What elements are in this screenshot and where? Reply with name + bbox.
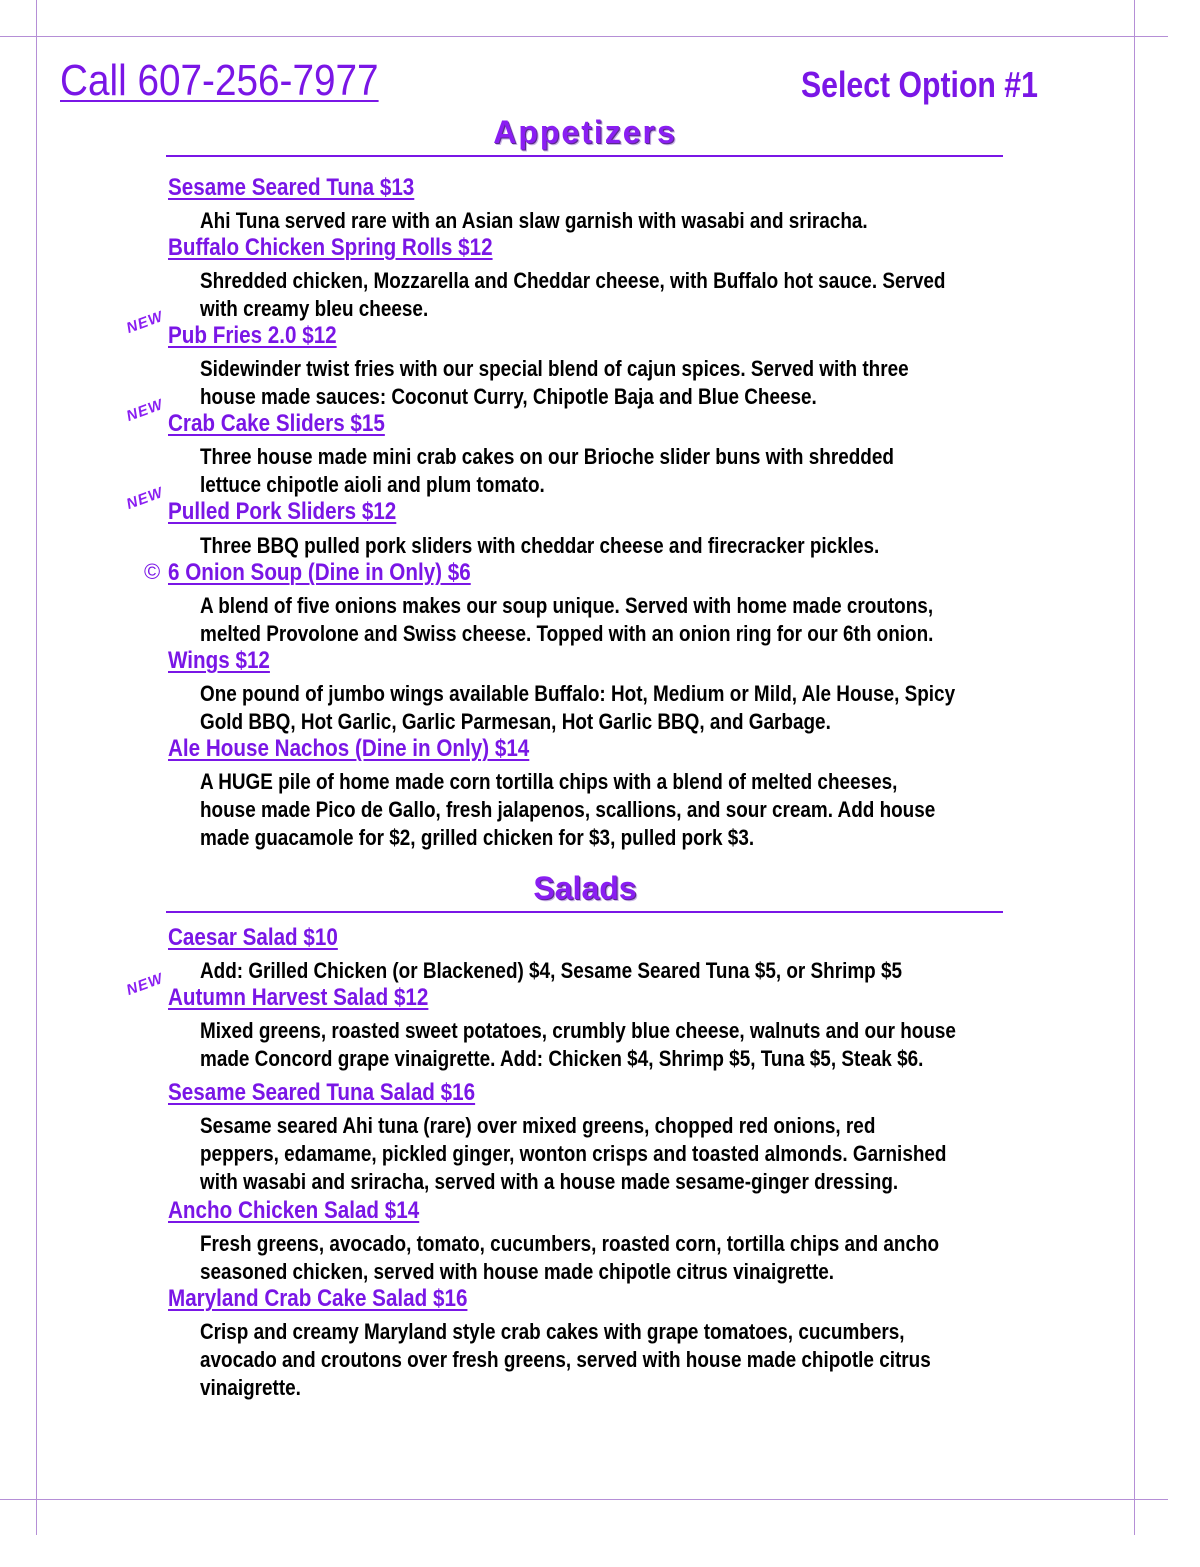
- item-title-crab-cake-sliders[interactable]: Crab Cake Sliders $15: [168, 410, 385, 437]
- item-desc: Fresh greens, avocado, tomato, cucumbers, roasted corn, tortilla chips and ancho: [200, 1231, 940, 1256]
- item-desc: lettuce chipotle aioli and plum tomato.: [200, 472, 545, 497]
- item-desc: with wasabi and sriracha, served with a house made sesame-ginger dressing.: [200, 1169, 899, 1194]
- item-desc: vinaigrette.: [200, 1375, 301, 1400]
- appetizers-rule: [166, 155, 1003, 157]
- item-title-sesame-seared-tuna-salad[interactable]: Sesame Seared Tuna Salad $16: [168, 1079, 476, 1106]
- item-desc: Add: Grilled Chicken (or Blackened) $4, Sesame Seared Tuna $5, or Shrimp $5: [200, 958, 903, 983]
- item-desc: A HUGE pile of home made corn tortilla chips with a blend of melted cheeses,: [200, 769, 898, 794]
- item-desc: house made Pico de Gallo, fresh jalapenos, scallions, and sour cream. Add house: [200, 797, 936, 822]
- item-desc: Sesame seared Ahi tuna (rare) over mixed greens, chopped red onions, red: [200, 1113, 876, 1138]
- item-desc: Gold BBQ, Hot Garlic, Garlic Parmesan, Hot Garlic BBQ, and Garbage.: [200, 709, 831, 734]
- item-desc: Shredded chicken, Mozzarella and Cheddar cheese, with Buffalo hot sauce. Served: [200, 268, 946, 293]
- item-desc: Mixed greens, roasted sweet potatoes, crumbly blue cheese, walnuts and our house: [200, 1018, 956, 1043]
- item-desc: made Concord grape vinaigrette. Add: Chicken $4, Shrimp $5, Tuna $5, Steak $6.: [200, 1046, 924, 1071]
- item-title-6-onion-soup[interactable]: 6 Onion Soup (Dine in Only) $6: [168, 559, 471, 586]
- item-desc: Ahi Tuna served rare with an Asian slaw garnish with wasabi and sriracha.: [200, 208, 868, 233]
- item-title-ancho-chicken-salad[interactable]: Ancho Chicken Salad $14: [168, 1197, 420, 1224]
- item-title-buffalo-chicken-spring-rolls[interactable]: Buffalo Chicken Spring Rolls $12: [168, 234, 493, 261]
- new-badge: NEW: [124, 396, 166, 425]
- item-desc: Crisp and creamy Maryland style crab cakes with grape tomatoes, cucumbers,: [200, 1319, 905, 1344]
- appetizers-heading: Appetizers: [493, 114, 677, 150]
- crop-mark-bottom: [0, 1499, 1168, 1500]
- new-badge: NEW: [124, 308, 166, 337]
- item-desc: Three house made mini crab cakes on our Brioche slider buns with shredded: [200, 444, 894, 469]
- crop-mark-top: [0, 36, 1168, 37]
- item-title-pulled-pork-sliders[interactable]: Pulled Pork Sliders $12: [168, 498, 397, 525]
- salads-heading: Salads: [533, 870, 637, 906]
- phone-number[interactable]: Call 607-256-7977: [60, 56, 379, 105]
- copyright-icon: ©: [144, 559, 161, 584]
- item-desc: made guacamole for $2, grilled chicken for $3, pulled pork $3.: [200, 825, 755, 850]
- item-desc: Sidewinder twist fries with our special blend of cajun spices. Served with three: [200, 356, 909, 381]
- crop-mark-left: [36, 0, 37, 1535]
- item-title-maryland-crab-cake-salad[interactable]: Maryland Crab Cake Salad $16: [168, 1285, 468, 1312]
- item-title-wings[interactable]: Wings $12: [168, 647, 270, 674]
- item-desc: with creamy bleu cheese.: [200, 296, 429, 321]
- crop-mark-right: [1134, 0, 1135, 1535]
- new-badge: NEW: [124, 970, 166, 999]
- item-title-sesame-seared-tuna[interactable]: Sesame Seared Tuna $13: [168, 174, 415, 201]
- item-desc: house made sauces: Coconut Curry, Chipotle Baja and Blue Cheese.: [200, 384, 817, 409]
- item-desc: A blend of five onions makes our soup unique. Served with home made croutons,: [200, 593, 934, 618]
- item-desc: One pound of jumbo wings available Buffalo: Hot, Medium or Mild, Ale House, Spicy: [200, 681, 956, 706]
- item-desc: melted Provolone and Swiss cheese. Topped with an onion ring for our 6th onion.: [200, 621, 934, 646]
- new-badge: NEW: [124, 484, 166, 513]
- item-title-caesar-salad[interactable]: Caesar Salad $10: [168, 924, 338, 951]
- item-desc: seasoned chicken, served with house made chipotle citrus vinaigrette.: [200, 1259, 835, 1284]
- salads-rule: [166, 911, 1003, 913]
- item-desc: avocado and croutons over fresh greens, served with house made chipotle citrus: [200, 1347, 931, 1372]
- select-option: Select Option #1: [801, 64, 1038, 105]
- item-title-ale-house-nachos[interactable]: Ale House Nachos (Dine in Only) $14: [168, 735, 530, 762]
- item-desc: peppers, edamame, pickled ginger, wonton crisps and toasted almonds. Garnished: [200, 1141, 947, 1166]
- item-desc: Three BBQ pulled pork sliders with cheddar cheese and firecracker pickles.: [200, 533, 880, 558]
- item-title-pub-fries[interactable]: Pub Fries 2.0 $12: [168, 322, 337, 349]
- item-title-autumn-harvest-salad[interactable]: Autumn Harvest Salad $12: [168, 984, 429, 1011]
